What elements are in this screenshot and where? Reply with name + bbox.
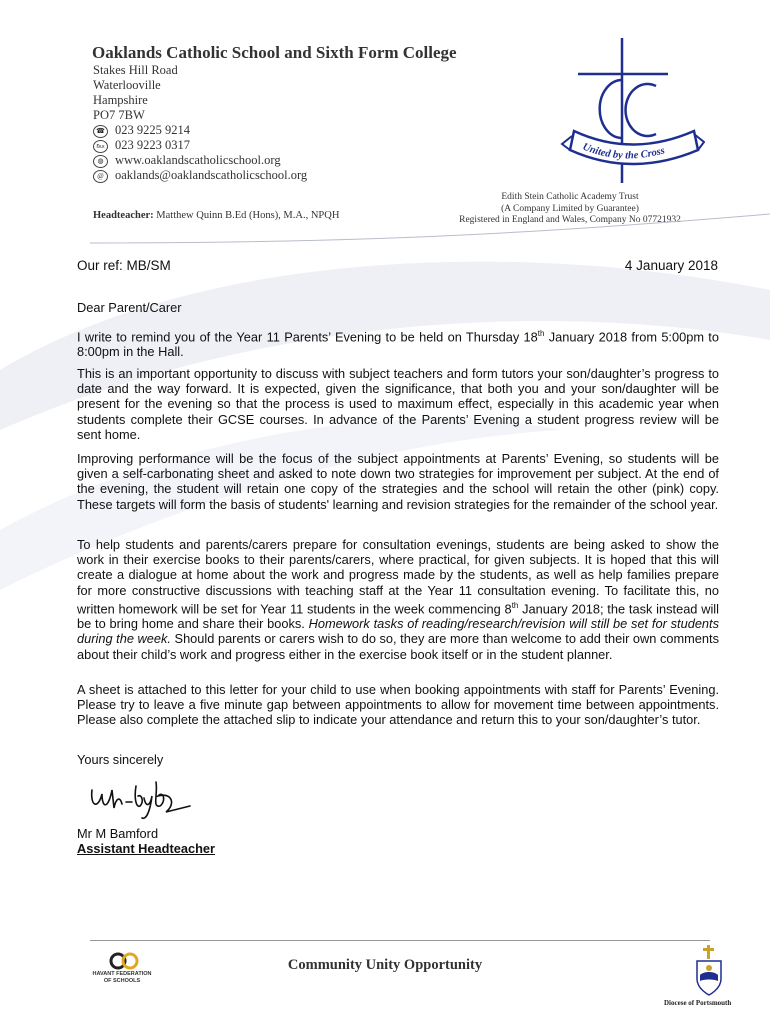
paragraph-2 [77,366,719,442]
paragraph-1-superscript: th [537,329,545,338]
signatory-name: Mr M Bamford [77,826,159,841]
logo-banner-text: United by the Cross [580,141,667,162]
website-row [93,153,281,168]
phone-icon: ☎ [93,125,108,138]
email-icon: @ [93,170,108,183]
paragraph-2-text: This is an important opportunity to discuss with subject teachers and form tutors your son/daughter’s progress to date and the way forward. It is expected, given the significance, that both you and your son/daughter will be present for the evening so that the process is used to maximum effect, especially in this academic year when students complete their GCSE courses. In advance of the Parents’ Evening a student progress review will be sent home. [77,366,719,442]
trust-registration: Registered in England and Wales, Company No 07721932 [459,215,681,225]
salutation: Dear Parent/Carer [77,300,182,315]
federation-name: HAVANT FEDERATION [92,971,152,977]
fax-row [93,138,190,153]
signatory-title: Assistant Headteacher [77,841,215,856]
federation-subtitle: OF SCHOOLS [103,978,141,984]
email-link[interactable]: oaklands@oaklandscatholicschool.org [115,168,308,182]
paragraph-4-italic: Homework tasks of reading/research/revision will still be set for students during the week. [77,616,720,647]
paragraph-4-text-a: To help students and parents/carers prepare for consultation evenings, students are being asked to show the work in their exercise books to their parents/carers, where practical, for given subjects. It is hoped that this will create a dialogue at home about the work and progress made by the students, as well as help families prepare for more constructive discussions with teaching staff at the Year 11 consultation evening. To facilitate this, no written homework will be set for Year 11 students in the week commencing 8 [77,537,719,617]
diocese-crest [694,945,724,997]
paragraph-4-text-c: Should parents or carers wish to do so, they are more than welcome to add their own comments about their child’s work and progress either in the exercise book itself or in the student planner. [77,631,719,662]
signature-image [86,768,206,824]
phone-number: 023 9225 9214 [115,123,190,137]
paragraph-3 [77,451,719,512]
school-name: Oaklands Catholic School and Sixth Form College [92,43,457,62]
paragraph-4 [77,537,719,662]
header-divider [0,210,770,250]
school-logo [560,36,705,186]
website-link[interactable]: www.oaklandscatholicschool.org [115,153,281,167]
letter-date: 4 January 2018 [624,258,718,273]
paragraph-4-text-b: January 2018; the task instead will be to bring home and share their books. [77,601,719,632]
trust-name: Edith Stein Catholic Academy Trust [501,192,639,202]
fax-icon: ℻ [93,140,108,153]
footer-divider [90,940,710,941]
closing: Yours sincerely [77,752,164,767]
paragraph-5-text: A sheet is attached to this letter for your child to use when booking appointments with staff for Parents’ Evening. Please try to leave a five minute gap between appointments to allow for movement time between appointments. Please also complete the attached slip to indicate your attendance and return this to your son/daughter’s tutor. [77,682,719,728]
footer-motto: Community Unity Opportunity [287,957,483,973]
address-line: Stakes Hill Road [93,63,178,77]
paragraph-1-text-a: I write to remind you of the Year 11 Parents’ Evening to be held on Thursday 18 [77,329,538,345]
paragraph-5 [77,682,719,728]
address-line: Hampshire [93,93,148,107]
fax-number: 023 9223 0317 [115,138,190,152]
phone-row [93,123,190,138]
globe-icon: ◍ [93,155,108,168]
address-line: PO7 7BW [93,108,145,122]
diocese-label: Diocese of Portsmouth [664,999,732,1007]
paragraph-3-text: Improving performance will be the focus of the subject appointments at Parents’ Evening, so students will be given a self-carbonating sheet and asked to note down two strategies for improvement per subject. At the end of the evening, the student will retain one copy of the strategies and the school will retain the other (pink) copy. These targets will form the basis of students' learning and revision strategies for the remainder of the school year. [77,451,719,512]
headteacher-name: Matthew Quinn B.Ed (Hons), M.A., NPQH [156,210,340,221]
email-row [93,168,307,183]
headteacher-label: Headteacher: [93,210,154,221]
paragraph-1-text-b: January 2018 from 5:00pm to 8:00pm in the Hall. [77,329,719,360]
address-line: Waterlooville [93,78,161,92]
trust-company-type: (A Company Limited by Guarantee) [501,203,639,214]
our-reference: Our ref: MB/SM [77,258,171,273]
paragraph-4-superscript: th [511,600,519,610]
paragraph-1 [77,326,719,360]
